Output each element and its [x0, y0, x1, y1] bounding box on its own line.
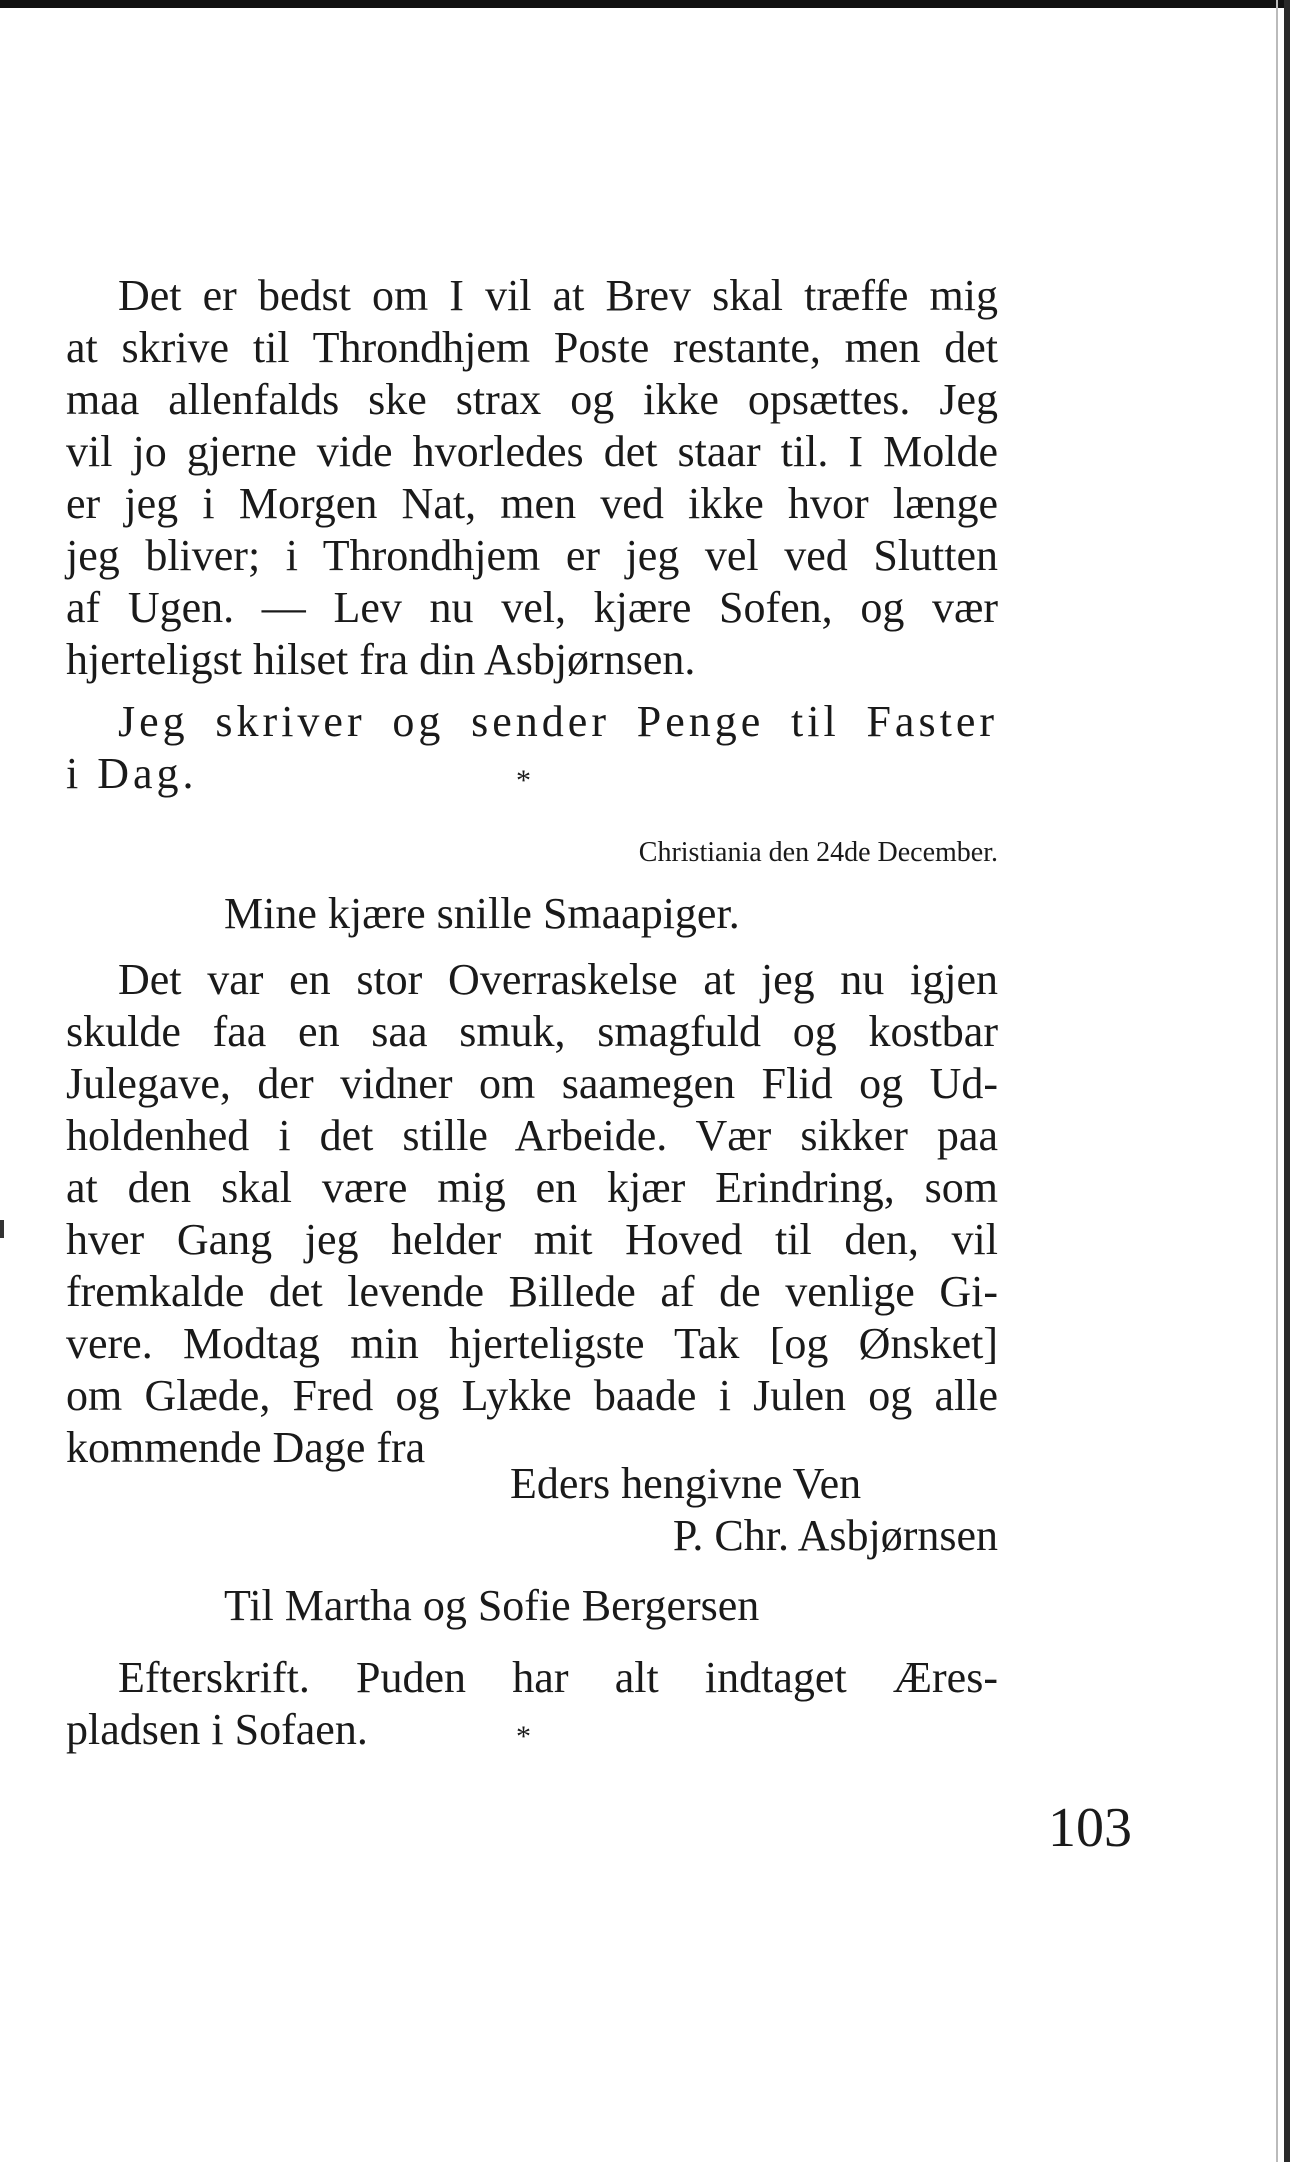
text-line: kommende Dage fra [66, 1423, 426, 1472]
page-edge-mark [0, 1220, 4, 1238]
text-line: hver Gang jeg helder mit Hoved til den, vil [66, 1215, 998, 1264]
text-line: af Ugen. — Lev nu vel, kjære Sofen, og vær [66, 583, 998, 632]
text-line: Efterskrift. Puden har alt indtaget Æres- [118, 1653, 998, 1702]
text-line: maa allenfalds ske strax og ikke opsættes. Jeg [66, 375, 998, 424]
text-line: hjerteligst hilset fra din Asbjørnsen. [66, 635, 696, 684]
text-line: Jeg skriver og sender Penge til Faster [118, 697, 998, 746]
text-line: i Dag. [66, 749, 198, 798]
text-line: fremkalde det levende Billede af de venlige Gi- [66, 1267, 998, 1316]
page-edge-shadow [1276, 0, 1278, 2162]
signature-closing: Eders hengivne Ven [510, 1459, 862, 1508]
text-line: at skrive til Throndhjem Poste restante, men det [66, 323, 998, 372]
text-line: er jeg i Morgen Nat, men ved ikke hvor længe [66, 479, 998, 528]
text-line: Julegave, der vidner om saamegen Flid og Ud- [66, 1059, 998, 1108]
signature-name: P. Chr. Asbjørnsen [672, 1511, 998, 1560]
text-line: jeg bliver; i Throndhjem er jeg vel ved Slutten [66, 531, 998, 580]
text-line: Det er bedst om I vil at Brev skal træffe mig [118, 271, 998, 320]
salutation: Mine kjære snille Smaapiger. [224, 889, 740, 938]
page-edge-top [0, 0, 1290, 8]
page-number: 103 [1048, 1797, 1132, 1859]
address-line: Til Martha og Sofie Bergersen [224, 1581, 760, 1630]
dateline: Christiania den 24de December. [638, 837, 998, 868]
text-line: at den skal være mig en kjær Erindring, som [66, 1163, 998, 1212]
text-line: vil jo gjerne vide hvorledes det staar til. I Molde [66, 427, 998, 476]
text-line: Det var en stor Overraskelse at jeg nu igjen [118, 955, 998, 1004]
page-edge-right [1284, 0, 1290, 2162]
separator-asterisk: * [516, 764, 531, 797]
text-line: om Glæde, Fred og Lykke baade i Julen og alle [66, 1371, 998, 1420]
text-line: holdenhed i det stille Arbeide. Vær sikker paa [66, 1111, 998, 1160]
separator-asterisk: * [516, 1720, 531, 1753]
text-line: vere. Modtag min hjerteligste Tak [og Ønsket] [66, 1319, 998, 1368]
text-line: skulde faa en saa smuk, smagfuld og kostbar [66, 1007, 998, 1056]
text-line: pladsen i Sofaen. [66, 1705, 368, 1754]
